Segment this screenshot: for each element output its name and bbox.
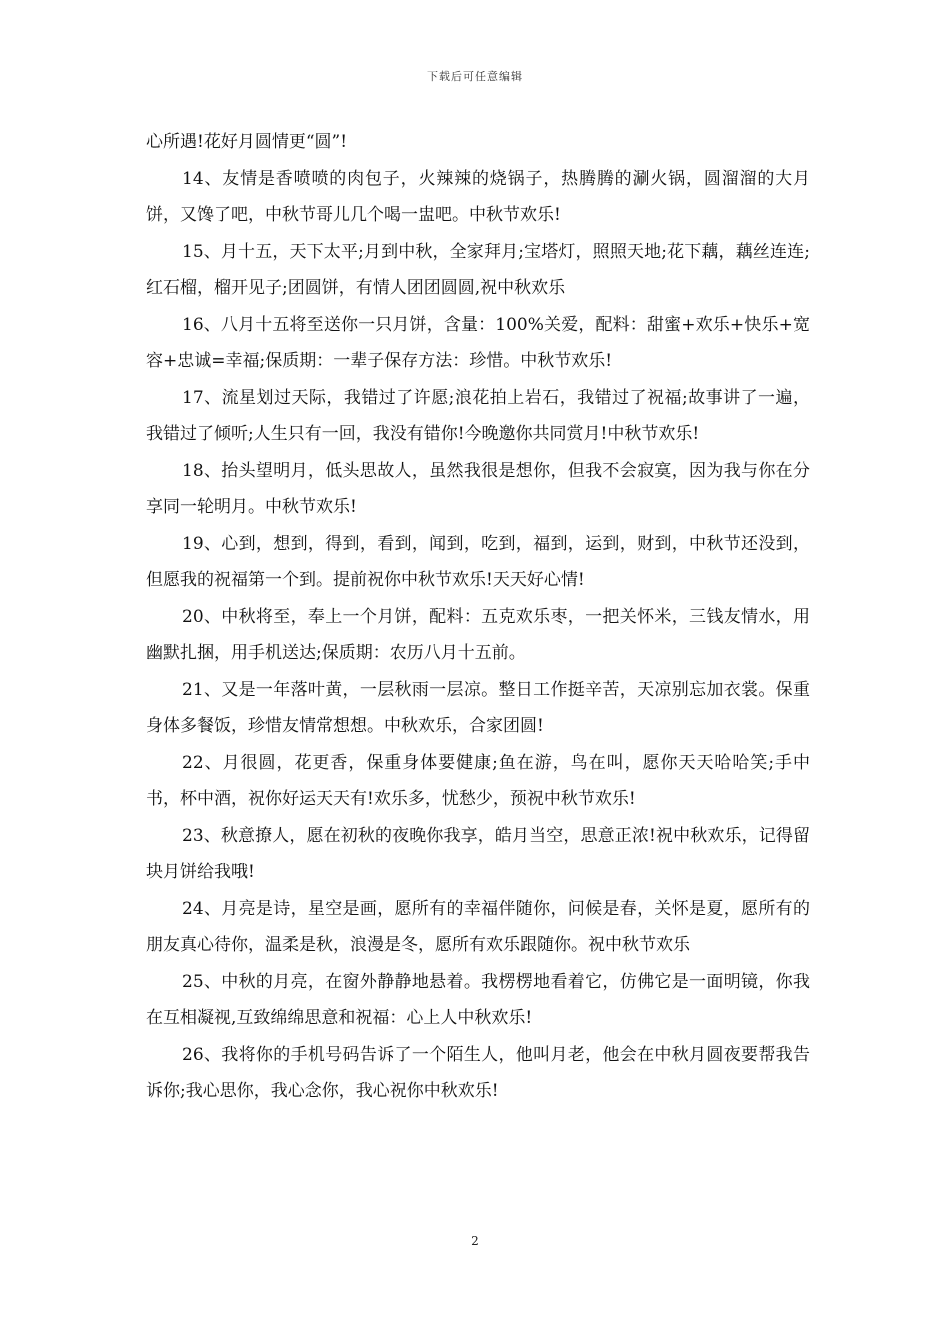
paragraph: 18、抬头望明月，低头思故人，虽然我很是想你，但我不会寂寞，因为我与你在分享同一轮明月。中秋节欢乐! bbox=[146, 460, 810, 517]
paragraph: 21、又是一年落叶黄，一层秋雨一层凉。整日工作挺辛苦，天凉别忘加衣裳。保重身体多餐饭，珍惜友情常想想。中秋欢乐，合家团圆! bbox=[146, 679, 810, 736]
paragraph: 26、我将你的手机号码告诉了一个陌生人，他叫月老，他会在中秋月圆夜要帮我告诉你;我心思你，我心念你，我心祝你中秋欢乐! bbox=[146, 1044, 810, 1101]
page-header: 下载后可任意编辑 bbox=[427, 70, 523, 83]
page-number: 2 bbox=[471, 1234, 479, 1248]
paragraph: 心所遇!花好月圆情更“圆”! bbox=[146, 132, 348, 152]
paragraph: 14、友情是香喷喷的肉包子，火辣辣的烧锅子，热腾腾的涮火锅，圆溜溜的大月饼，又馋了吧，中秋节哥儿几个喝一盅吧。中秋节欢乐! bbox=[146, 168, 810, 225]
paragraph: 15、月十五，天下太平;月到中秋，全家拜月;宝塔灯，照照天地;花下藕，藕丝连连;红石榴，榴开见子;团圆饼，有情人团团圆圆,祝中秋欢乐 bbox=[146, 241, 810, 298]
paragraph: 16、八月十五将至送你一只月饼，含量：100%关爱，配料：甜蜜+欢乐+快乐+宽容+忠诚=幸福;保质期：一辈子保存方法：珍惜。中秋节欢乐! bbox=[146, 314, 810, 371]
paragraph: 20、中秋将至，奉上一个月饼，配料：五克欢乐枣，一把关怀米，三钱友情水，用幽默扎捆，用手机送达;保质期：农历八月十五前。 bbox=[146, 606, 810, 663]
paragraph: 25、中秋的月亮，在窗外静静地悬着。我楞楞地看着它，仿佛它是一面明镜，你我在互相凝视,互致绵绵思意和祝福：心上人中秋欢乐! bbox=[146, 971, 810, 1028]
paragraph: 24、月亮是诗，星空是画，愿所有的幸福伴随你，问候是春，关怀是夏，愿所有的朋友真心待你，温柔是秋，浪漫是冬，愿所有欢乐跟随你。祝中秋节欢乐 bbox=[146, 898, 810, 955]
paragraph: 23、秋意撩人，愿在初秋的夜晚你我享，皓月当空，思意正浓!祝中秋欢乐，记得留块月饼给我哦! bbox=[146, 825, 810, 882]
paragraph: 17、流星划过天际，我错过了许愿;浪花拍上岩石，我错过了祝福;故事讲了一遍，我错过了倾听;人生只有一回，我没有错你!今晚邀你共同赏月!中秋节欢乐! bbox=[146, 387, 810, 444]
paragraph: 19、心到，想到，得到，看到，闻到，吃到，福到，运到，财到，中秋节还没到，但愿我的祝福第一个到。提前祝你中秋节欢乐!天天好心情! bbox=[146, 533, 810, 590]
paragraph: 22、月很圆，花更香，保重身体要健康;鱼在游，鸟在叫，愿你天天哈哈笑;手中书，杯中酒，祝你好运天天有!欢乐多，忧愁少，预祝中秋节欢乐! bbox=[146, 752, 810, 809]
document-body bbox=[146, 124, 810, 1110]
